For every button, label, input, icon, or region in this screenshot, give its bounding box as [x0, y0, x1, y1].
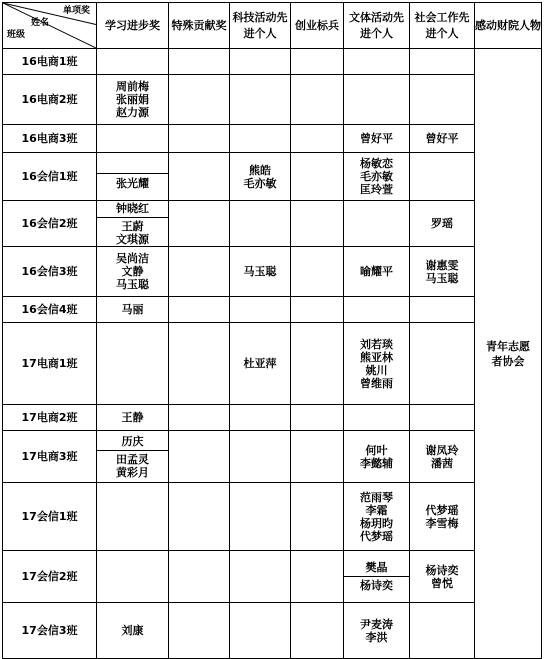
study-cell: [97, 297, 169, 323]
awardee-name: 赵力源: [116, 106, 149, 119]
startup-cell: [291, 201, 344, 247]
special-cell: [169, 201, 230, 247]
study-cell: [97, 125, 169, 153]
sports-cell: [344, 201, 410, 247]
awardee-name: 喻耀平: [360, 265, 393, 278]
awardee-name: 李懿辅: [360, 456, 393, 470]
tech-cell: [230, 405, 291, 431]
social-cell: [410, 247, 475, 297]
special-cell: [169, 551, 230, 603]
sports-cell: [344, 247, 410, 297]
study-cell: [97, 323, 169, 405]
awardee-name: 谢凤玲: [425, 443, 459, 457]
study-cell: [97, 75, 169, 125]
tech-cell: [230, 323, 291, 405]
awards-table-sheet: [2, 2, 541, 652]
startup-cell: [291, 603, 344, 659]
awardee-name: 马玉聪: [116, 278, 149, 291]
awardee-name: 熊皓: [249, 163, 271, 177]
awardee-name: 匡玲萱: [360, 183, 393, 196]
study-cell: [97, 153, 169, 201]
awardee-name: 田孟灵: [97, 450, 168, 466]
tech-cell: [230, 297, 291, 323]
sports-cell: [344, 483, 410, 551]
study-cell: [97, 405, 169, 431]
header-row: [3, 3, 542, 49]
awardee-name: 曾维雨: [360, 376, 393, 390]
awardee-name: 张丽娟: [116, 93, 149, 106]
social-cell: [410, 153, 475, 201]
study-cell: [97, 483, 169, 551]
awardee-name: 潘茜: [431, 456, 453, 470]
table-row: [3, 49, 542, 75]
startup-cell: [291, 431, 344, 483]
awardee-name: 杨诗奕: [344, 576, 409, 592]
class-name-cell: 16电商1班: [3, 49, 97, 75]
tech-cell: [230, 483, 291, 551]
table-row: [3, 323, 542, 405]
sports-cell: [344, 297, 410, 323]
awardee-name: 李霜: [365, 503, 388, 517]
startup-cell: [291, 49, 344, 75]
tech-cell: [230, 431, 291, 483]
special-cell: [169, 125, 230, 153]
startup-cell: [291, 75, 344, 125]
col-header-special: 特殊贡献奖: [169, 3, 230, 49]
awardee-name: 罗瑶: [431, 217, 453, 230]
social-cell: [410, 125, 475, 153]
awardee-name: 黄彩月: [116, 465, 149, 479]
col-header-study: 学习进步奖: [97, 3, 169, 49]
awardee-name: 尹麦涛: [360, 617, 393, 631]
special-cell: [169, 323, 230, 405]
class-name-cell: 17会信2班: [3, 551, 97, 603]
class-name-cell: 16会信4班: [3, 297, 97, 323]
tech-cell: [230, 49, 291, 75]
class-name-cell: 16电商2班: [3, 75, 97, 125]
awardee-name: 杨诗奕: [425, 563, 459, 577]
study-cell: [97, 551, 169, 603]
sports-cell: [344, 75, 410, 125]
tech-cell: [230, 551, 291, 603]
sports-cell: [344, 323, 410, 405]
special-cell: [169, 75, 230, 125]
col-header-startup: 创业标兵: [291, 3, 344, 49]
col-header-sports: 文体活动先进个人: [344, 3, 410, 49]
table-row: [3, 297, 542, 323]
corner-label-class: 班级: [7, 30, 26, 40]
sports-cell: [344, 551, 410, 603]
startup-cell: [291, 405, 344, 431]
col-header-social: 社会工作先进个人: [410, 3, 475, 49]
social-cell: [410, 323, 475, 405]
awardee-name: 马玉聪: [243, 265, 277, 278]
sports-cell: [344, 49, 410, 75]
awardee-name: 张光耀: [97, 173, 168, 190]
awardee-name: 杨敏恋: [360, 157, 393, 170]
awardee-name: 姚川: [365, 363, 388, 377]
awardee-name: 毛亦敏: [360, 170, 393, 183]
awardee-name: 马玉聪: [425, 271, 459, 285]
table-row: [3, 603, 542, 659]
table-row: [3, 153, 542, 201]
class-name-cell: 16会信2班: [3, 201, 97, 247]
table-row: [3, 125, 542, 153]
social-cell: [410, 297, 475, 323]
awardee-name: 杨玥昀: [360, 516, 393, 530]
awardee-name: 文静: [121, 265, 144, 278]
special-cell: [169, 603, 230, 659]
class-name-cell: 17会信1班: [3, 483, 97, 551]
awardee-name: 马丽: [121, 303, 144, 316]
tech-cell: [230, 153, 291, 201]
startup-cell: [291, 247, 344, 297]
col-header-tech: 科技活动先进个人: [230, 3, 291, 49]
awardee-name: 熊亚林: [360, 350, 393, 364]
class-name-cell: 17电商3班: [3, 431, 97, 483]
startup-cell: [291, 297, 344, 323]
corner-label-award: 单项奖: [62, 6, 90, 16]
awardee-name: 曾好平: [425, 132, 459, 145]
special-cell: [169, 431, 230, 483]
awardee-name: 文琪源: [116, 232, 149, 246]
awardee-name: 周前梅: [116, 80, 149, 93]
class-name-cell: 17电商1班: [3, 323, 97, 405]
awardee-name: 曾好平: [360, 132, 393, 145]
sports-cell: [344, 431, 410, 483]
startup-cell: [291, 125, 344, 153]
social-cell: [410, 405, 475, 431]
class-name-cell: 16会信1班: [3, 153, 97, 201]
awardee-name: 代梦瑶: [360, 529, 393, 543]
awards-table: [2, 2, 542, 659]
social-cell: [410, 201, 475, 247]
special-cell: [169, 247, 230, 297]
study-cell: [97, 247, 169, 297]
awardee-name: 毛亦敏: [243, 176, 277, 190]
tech-cell: [230, 247, 291, 297]
awardee-name: 刘若琰: [360, 337, 393, 351]
study-cell: [97, 201, 169, 247]
social-cell: [410, 431, 475, 483]
awardee-name: 杜亚萍: [243, 357, 277, 370]
tech-cell: [230, 201, 291, 247]
awardee-name: 王蔚: [97, 217, 168, 233]
startup-cell: [291, 483, 344, 551]
tech-cell: [230, 603, 291, 659]
social-cell: [410, 603, 475, 659]
class-name-cell: 17会信3班: [3, 603, 97, 659]
social-cell: [410, 49, 475, 75]
col-header-moving: 感动财院人物: [475, 3, 542, 49]
corner-header-cell: [3, 3, 97, 49]
corner-label-name: 姓名: [31, 18, 50, 28]
awardee-name: 曾悦: [431, 576, 453, 590]
awardee-name: 何叶: [365, 443, 388, 457]
table-body: [3, 49, 542, 659]
sports-cell: [344, 125, 410, 153]
special-cell: [169, 405, 230, 431]
awardee-name: 范雨琴: [360, 490, 393, 504]
awardee-name: 吴尚洁: [116, 252, 149, 265]
table-row: [3, 483, 542, 551]
class-name-cell: 16会信3班: [3, 247, 97, 297]
table-row: [3, 405, 542, 431]
award-name-top: 樊晶: [365, 561, 388, 574]
special-cell: [169, 49, 230, 75]
table-row: [3, 201, 542, 247]
table-row: [3, 247, 542, 297]
awardee-name: 李雪梅: [425, 516, 459, 530]
special-cell: [169, 153, 230, 201]
tech-cell: [230, 125, 291, 153]
awardee-name: 刘康: [121, 624, 144, 637]
startup-cell: [291, 153, 344, 201]
study-cell: [97, 431, 169, 483]
sports-cell: [344, 405, 410, 431]
table-row: [3, 551, 542, 603]
startup-cell: [291, 551, 344, 603]
awardee-name: 王静: [121, 411, 144, 424]
social-cell: [410, 75, 475, 125]
tech-cell: [230, 75, 291, 125]
special-cell: [169, 483, 230, 551]
class-name-cell: 17电商2班: [3, 405, 97, 431]
study-cell: [97, 49, 169, 75]
table-row: [3, 431, 542, 483]
awardee-name: 李洪: [365, 630, 388, 644]
special-cell: [169, 297, 230, 323]
moving-cell: [475, 49, 542, 659]
award-name-top: 历庆: [121, 434, 144, 448]
moving-awardee: 青年志愿者协会: [486, 339, 530, 368]
class-name-cell: 16电商3班: [3, 125, 97, 153]
awardee-name: 谢惠雯: [425, 258, 459, 272]
sports-cell: [344, 603, 410, 659]
sports-cell: [344, 153, 410, 201]
startup-cell: [291, 323, 344, 405]
award-name-top: 钟晓红: [116, 201, 149, 215]
table-row: [3, 75, 542, 125]
social-cell: [410, 551, 475, 603]
awardee-name: 代梦瑶: [425, 503, 459, 517]
social-cell: [410, 483, 475, 551]
study-cell: [97, 603, 169, 659]
